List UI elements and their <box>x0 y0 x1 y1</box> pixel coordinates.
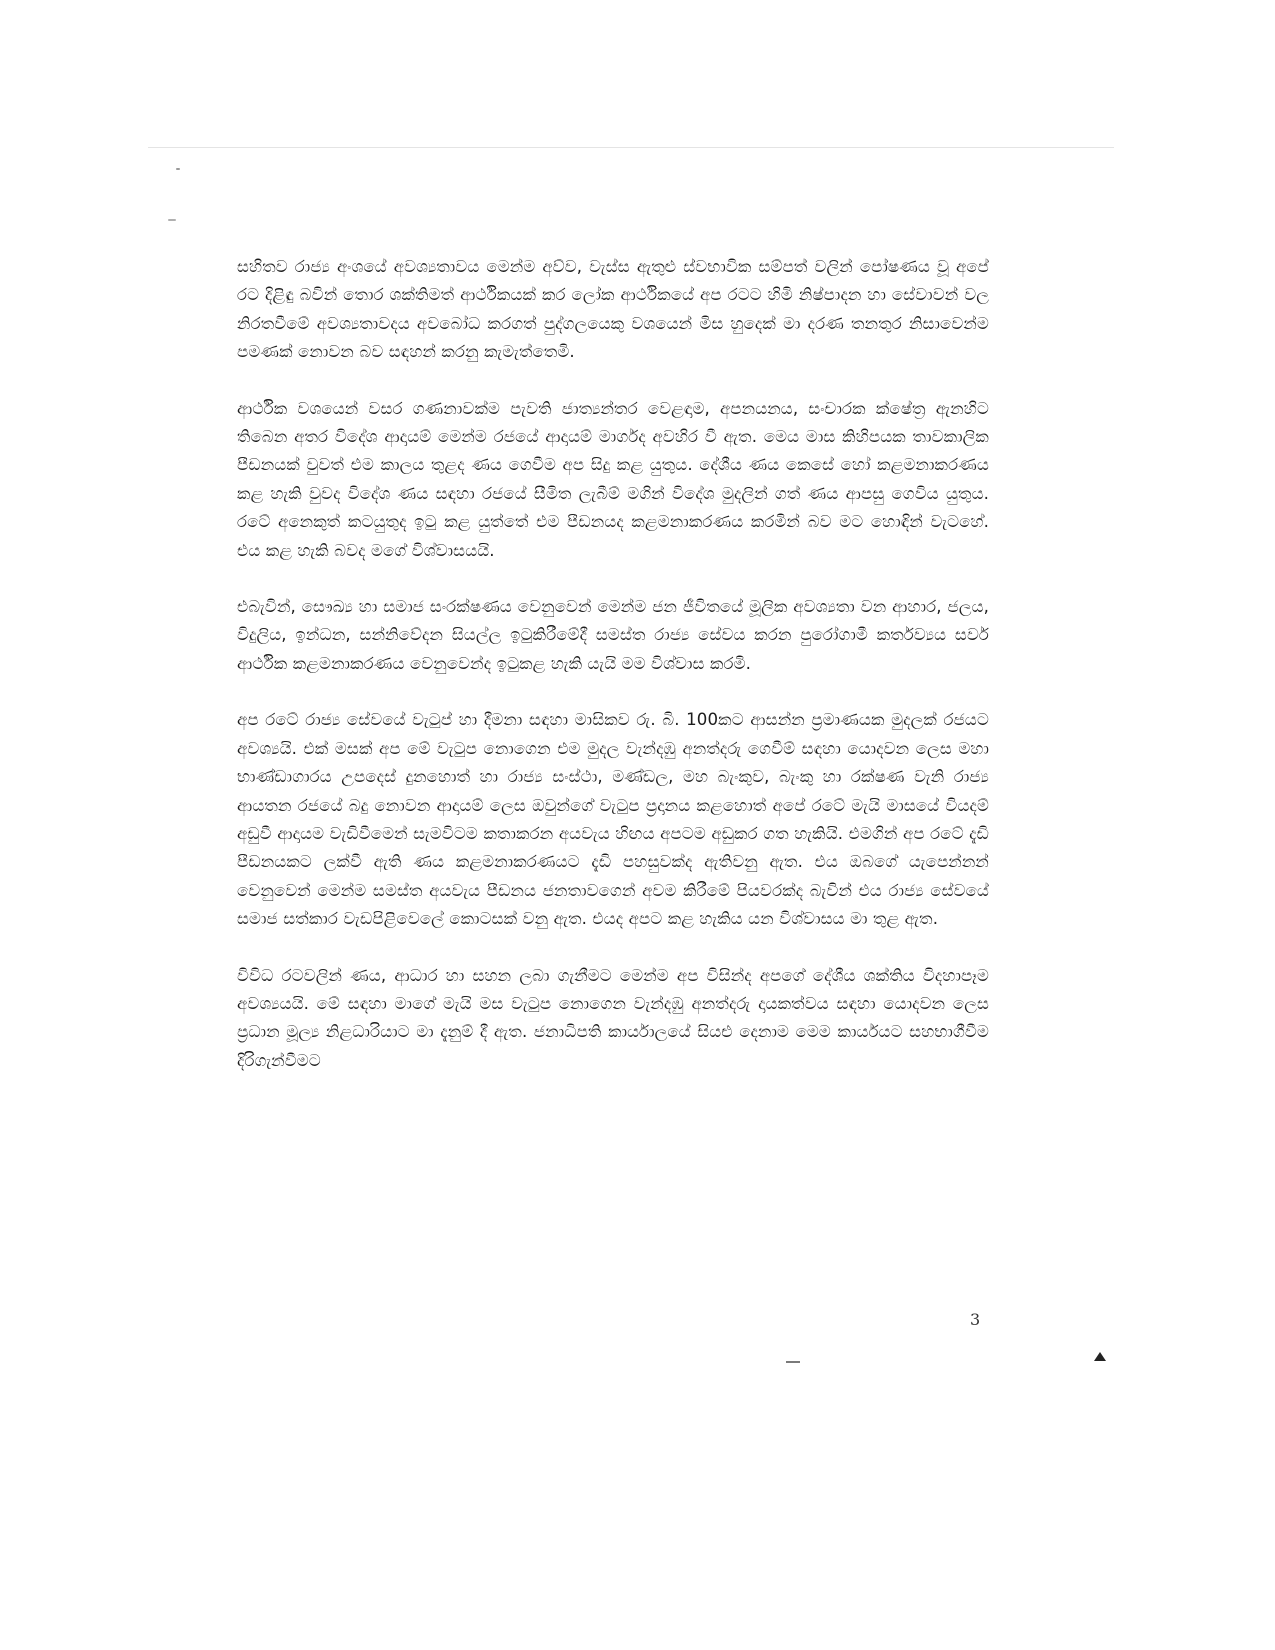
paragraph: අප රටේ රාජ්‍ය සේවයේ වැටුප් හා දීමනා සඳහා මාසිකව රු. බි. 100කට ආසන්න ප්‍රමාණයක මුදලක් රජයට අවශ්‍යයි. එක් මසක් අප මේ වැටුප නොගෙන එම මුදල වැන්දඹු අනත්දරු ගෙවීම් සඳහා යොදවන ලෙස මහා භාණ්ඩාගාරය උපදෙස් දුනහොත් හා රාජ්‍ය සංස්ථා, මණ්ඩල, මහ බැංකුව, බැංකු හා රක්ෂණ වැනි රාජ්‍ය ආයතන රජයේ බදු නොවන ආදායම් ලෙස ඔවුන්ගේ වැටුප ප්‍රදානය කළහොත් අපේ රටේ මැයි මාසයේ වියදම් අඩුවී ආදායම වැඩිවීමෙන් සැමවිටම කතාකරන අයවැය හිඟය අපටම අඩුකර ගත හැකියි. එමගින් අප රටේ දැඩි පීඩනයකට ලක්වී ඇති ණය කළමනාකරණයට දැඩි පහසුවක්ද ඇතිවනු ඇත. එය ඔබගේ යැපෙන්නන් වෙනුවෙන් මෙන්ම සමස්ත අයවැය පීඩනය ජනතාවගෙන් අවම කිරීමේ පියවරක්ද බැවින් එය රාජ්‍ය සේවයේ සමාජ සත්කාර වැඩපිළිවෙලේ කොටසක් වනු ඇත. එයද අපට කළ හැකිය යන විශ්වාසය මා තුළ ඇත. <box>237 710 989 929</box>
body-text <box>237 253 989 1075</box>
scan-speck <box>168 219 176 221</box>
footer-scan-mark <box>786 1361 800 1363</box>
page-number: 3 <box>970 1310 981 1329</box>
paragraph: විවිධ රටවලින් ණය, ආධාර හා සහන ලබා ගැනීමට මෙන්ම අප විසින්ද අපගේ දේශීය ශක්තිය විදහාපෑම අවශ්‍යයයි. මේ සඳහා මාගේ මැයි මස වැටුප නොගෙන වැන්දඹු අනත්දරු දායකත්වය සඳහා යොදවන ලෙස ප්‍රධාන මූල්‍ය නිළධාරියාට මා දැනුම් දී ඇත. ජනාධිපති කාර්යාලයේ සියළු දෙනාම මෙම කාර්යයට සහභාගීවීම දිරිගැන්වීමට <box>237 965 989 1070</box>
paragraph: ආර්ථික වශයෙන් වසර ගණනාවක්ම පැවති ජාත්‍යන්තර වෙළඳාම, අපනයනය, සංචාරක ක්ෂේත්‍ර ඇනහිට තිබෙන අතර විදේශ ආදායම් මෙන්ම රජයේ ආදායම් මාර්ගද අවහිර වී ඇත. මෙය මාස කිහිපයක තාවකාලික පීඩනයක් වුවත් එම කාලය තුළද ණය ගෙවීම අප සිදු කළ යුතුය. දේශීය ණය කෙසේ හෝ කළමනාකරණය කළ හැකි වුවද විදේශ ණය සඳහා රජයේ සීමිත ලැබීම් මගින් විදේශ මුදලින් ගත් ණය ආපසු ගෙවිය යුතුය. රටේ අනෙකුත් කටයුතුද ඉටු කළ යුත්තේ එම පීඩනයද කළමනාකරණය කරමින් බව මට හොඳින් වැටහේ. එය කළ හැකි බවද මගේ විශ්වාසයයි. <box>237 398 989 560</box>
paragraph: සහිතව රාජ්‍ය අංශයේ අවශ්‍යතාවය මෙන්ම අව්ව, වැස්ස ඇතුළු ස්වභාවික සම්පත් වලින් පෝෂණය වූ අපේ රට දිළිඳු බවින් තොර ශක්තිමත් ආර්ථිකයක් කර ලෝක ආර්ථිකයේ අප රටට හිමි නිෂ්පාදන හා සේවාවන් වල නිරතවීමේ අවශ්‍යතාවදය අවබෝධ කරගත් පුද්ගලයෙකු වශයෙන් මිස හුදෙක් මා දරණ තනතුර නිසාවෙන්ම පමණක් නොවන බව සඳහන් කරනු කැමැත්තෙමි. <box>237 257 989 362</box>
triangle-icon <box>1094 1352 1106 1361</box>
header-rule <box>148 147 1114 148</box>
scan-speck <box>176 168 180 170</box>
paragraph: එබැවින්, සෞඛ්‍ය හා සමාජ සංරක්ෂණය වෙනුවෙන් මෙන්ම ජන ජීවිතයේ මූලික අවශ්‍යතා වන ආහාර, ජලය, විදුලිය, ඉන්ධන, සන්නිවේදන සියල්ල ඉටුකිරීමේදී සමස්ත රාජ්‍ය සේවය කරන පුරෝගාමී කර්තව්‍යය සර්ව ආර්ථික කළමනාකරණය වෙනුවෙන්ද ඉටුකළ හැකි යැයි මම විශ්වාස කරමි. <box>237 597 989 673</box>
